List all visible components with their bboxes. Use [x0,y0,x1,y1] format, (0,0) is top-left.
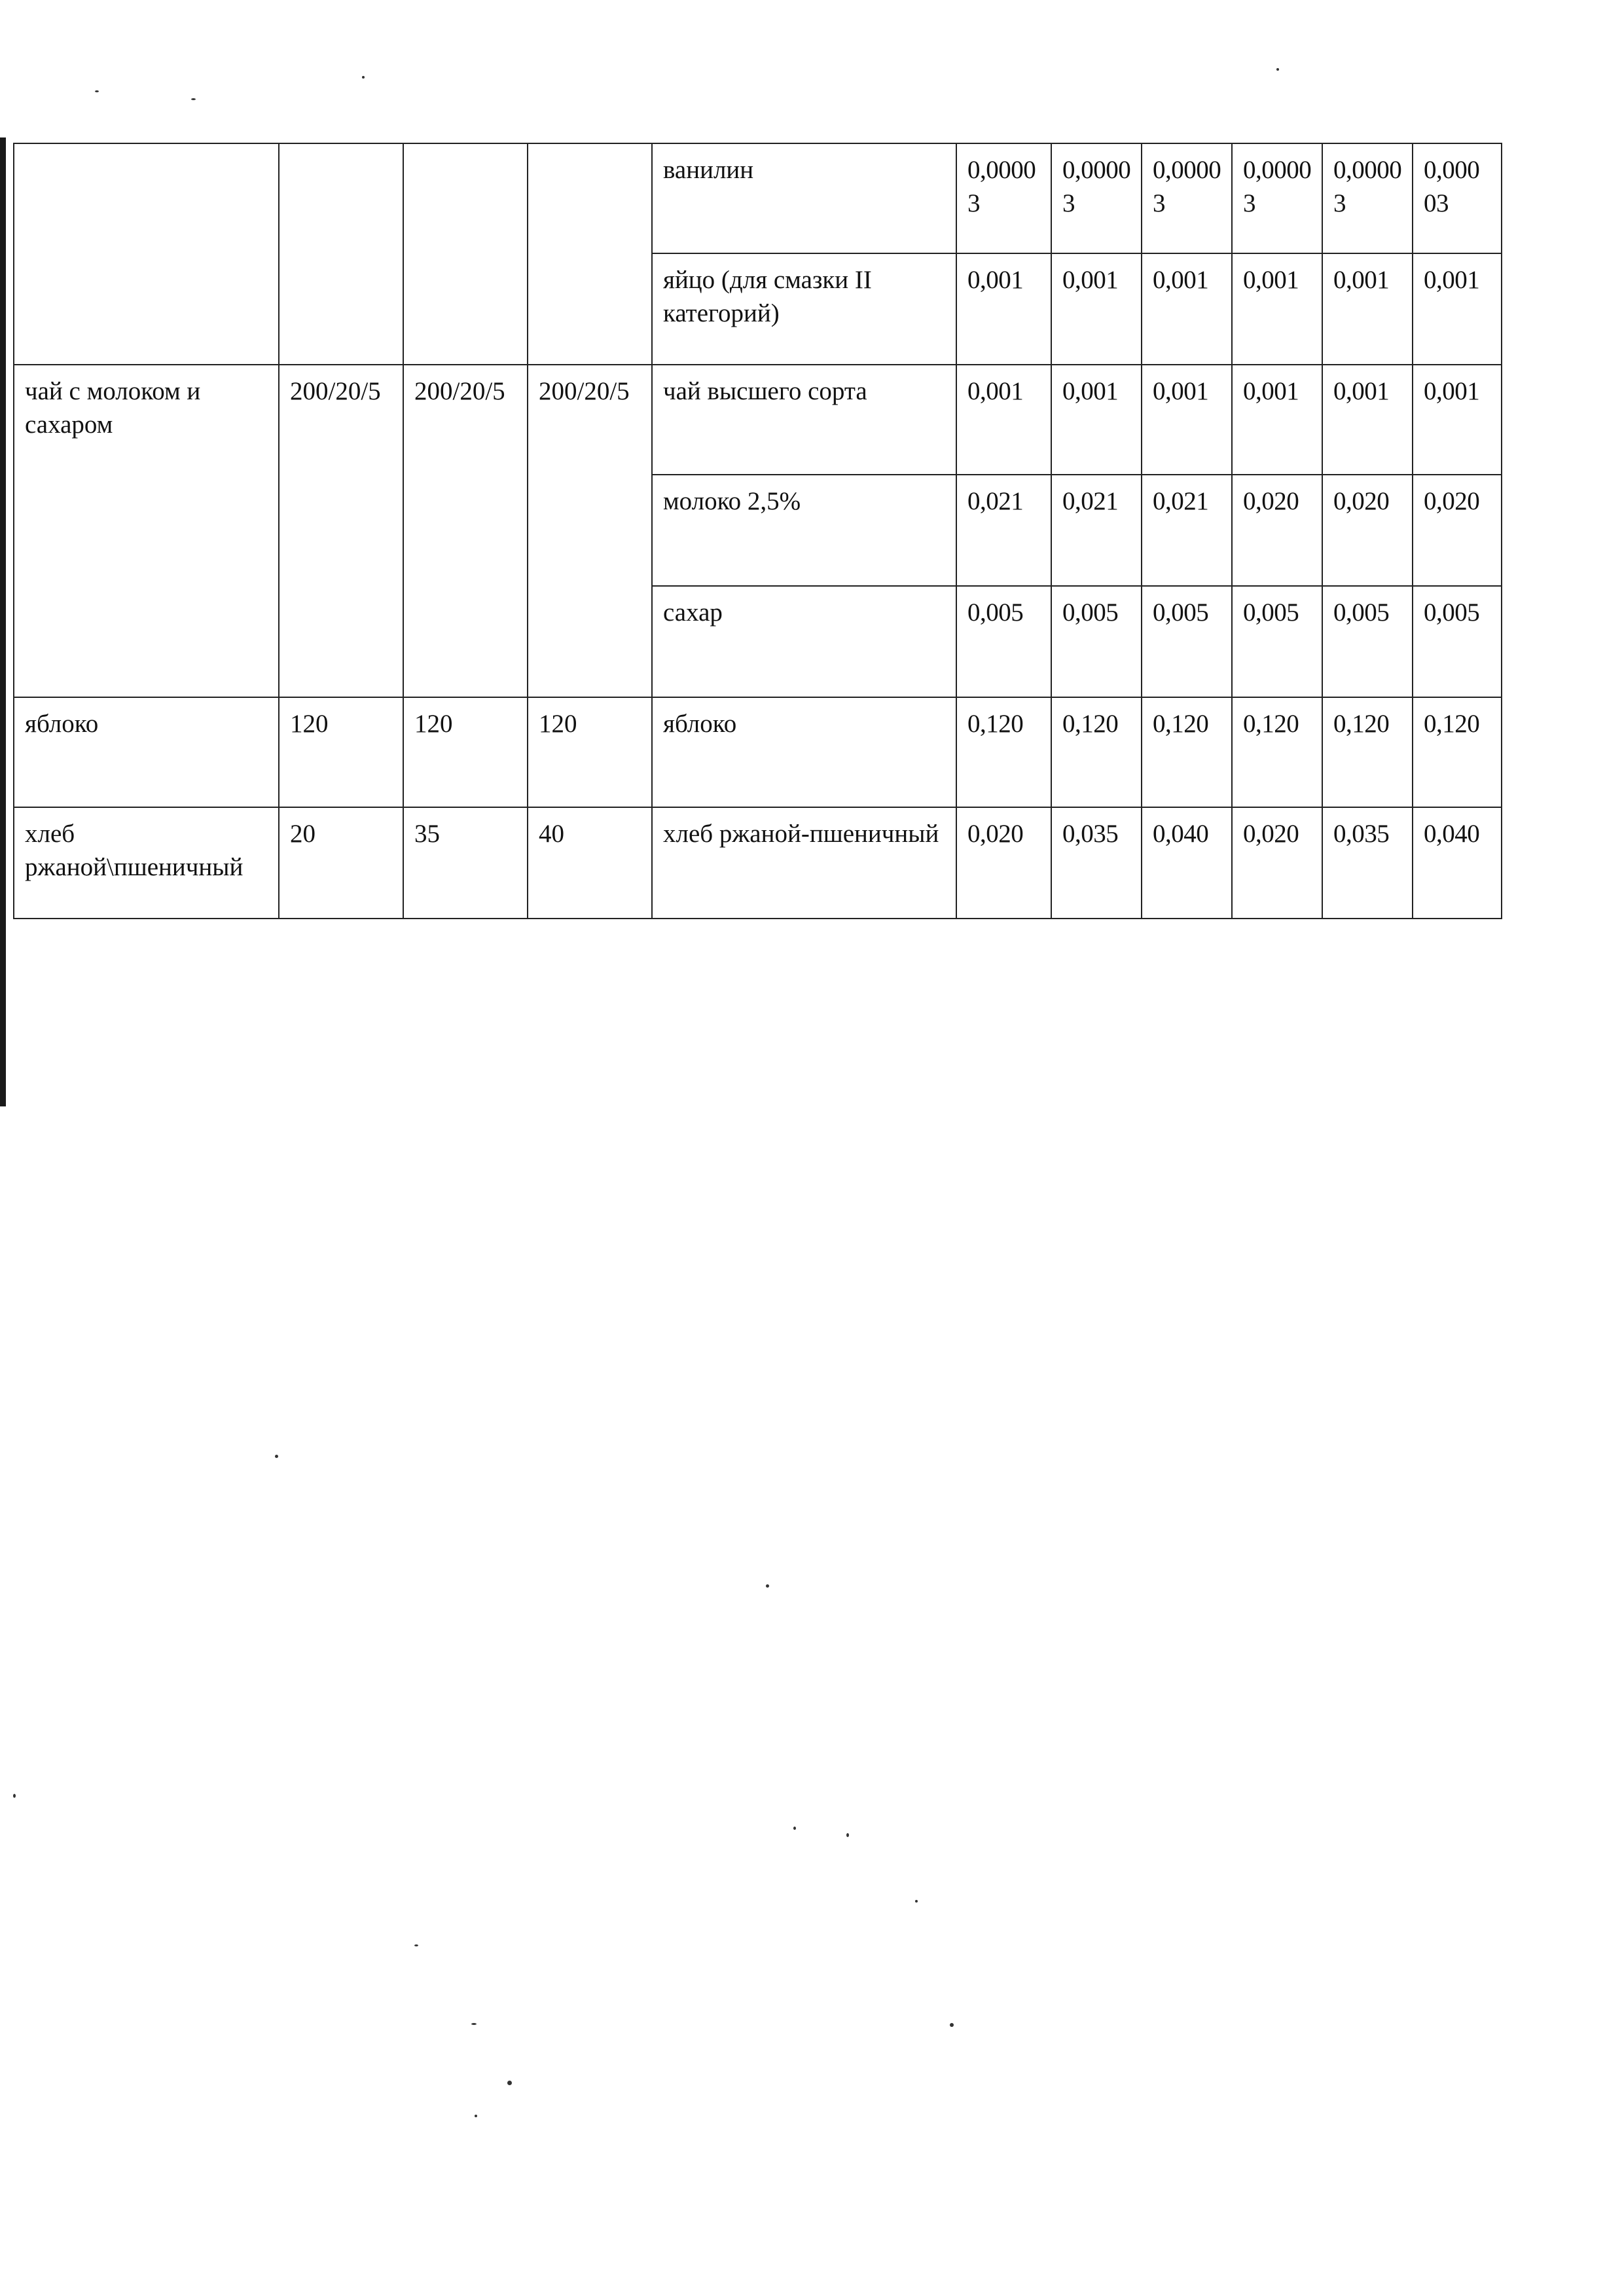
value-cell: 0,120 [1051,697,1142,807]
value-cell: 0,001 [1322,253,1413,365]
weight-cell: 35 [403,807,528,919]
scan-speck [362,76,365,79]
scan-speck [275,1455,278,1458]
ingredient-cell: хлеб ржаной-пшеничный [652,807,956,919]
value-cell: 0,001 [1232,253,1322,365]
value-cell: 0,120 [1322,697,1413,807]
scan-speck [1276,68,1279,71]
value-cell: 0,035 [1051,807,1142,919]
dish-cell: чай с молоком и сахаром [14,365,279,697]
ingredient-cell: ванилин [652,143,956,253]
dish-cell: яблоко [14,697,279,807]
value-cell: 0,021 [1142,475,1232,586]
value-cell: 0,005 [1142,586,1232,697]
weight-cell: 200/20/5 [528,365,652,697]
weight-cell: 40 [528,807,652,919]
value-cell: 0,120 [1232,697,1322,807]
weight-cell: 200/20/5 [403,365,528,697]
value-cell: 0,035 [1322,807,1413,919]
scan-speck [13,1794,16,1798]
value-cell: 0,021 [1051,475,1142,586]
table-row [14,807,1502,919]
value-cell: 0,040 [1413,807,1502,919]
weight-cell: 120 [279,697,403,807]
ingredient-cell: яблоко [652,697,956,807]
value-cell: 0,00003 [1322,143,1413,253]
value-cell: 0,020 [1232,807,1322,919]
scan-speck [793,1827,796,1830]
weight-cell: 20 [279,807,403,919]
value-cell: 0,001 [956,253,1051,365]
weight-cell: 120 [403,697,528,807]
value-cell: 0,005 [956,586,1051,697]
value-cell: 0,001 [1232,365,1322,475]
table-row [14,143,1502,253]
value-cell: 0,005 [1413,586,1502,697]
value-cell: 0,00003 [1232,143,1322,253]
value-cell: 0,040 [1142,807,1232,919]
ingredient-cell: молоко 2,5% [652,475,956,586]
table-row [14,697,1502,807]
value-cell: 0,001 [1413,253,1502,365]
weight-cell [403,143,528,365]
value-cell: 0,001 [1142,365,1232,475]
scan-speck [766,1584,769,1588]
value-cell: 0,120 [1142,697,1232,807]
value-cell: 0,00003 [1051,143,1142,253]
table-row [14,365,1502,475]
value-cell: 0,00003 [1142,143,1232,253]
weight-cell [279,143,403,365]
value-cell: 0,020 [956,807,1051,919]
scan-speck [191,98,196,100]
scan-speck [915,1900,918,1903]
scan-speck [475,2115,477,2117]
dish-cell [14,143,279,365]
value-cell: 0,005 [1051,586,1142,697]
scan-speck [95,90,99,92]
value-cell: 0,001 [956,365,1051,475]
value-cell: 0,00003 [956,143,1051,253]
ingredient-cell: сахар [652,586,956,697]
dish-cell: хлеб ржаной\пшеничный [14,807,279,919]
weight-cell [528,143,652,365]
menu-table [13,143,1502,919]
value-cell: 0,020 [1322,475,1413,586]
value-cell: 0,120 [956,697,1051,807]
ingredient-cell: чай высшего сорта [652,365,956,475]
scan-speck [950,2023,954,2027]
scan-edge [0,137,6,1106]
scan-speck [846,1833,849,1837]
value-cell: 0,020 [1413,475,1502,586]
value-cell: 0,00003 [1413,143,1502,253]
value-cell: 0,005 [1322,586,1413,697]
weight-cell: 120 [528,697,652,807]
value-cell: 0,021 [956,475,1051,586]
weight-cell: 200/20/5 [279,365,403,697]
value-cell: 0,120 [1413,697,1502,807]
scan-speck [507,2081,512,2085]
value-cell: 0,001 [1051,253,1142,365]
scan-speck [414,1944,418,1946]
ingredient-cell: яйцо (для смазки II категорий) [652,253,956,365]
value-cell: 0,001 [1322,365,1413,475]
value-cell: 0,020 [1232,475,1322,586]
value-cell: 0,001 [1413,365,1502,475]
value-cell: 0,001 [1142,253,1232,365]
scan-speck [471,2023,477,2025]
value-cell: 0,001 [1051,365,1142,475]
value-cell: 0,005 [1232,586,1322,697]
